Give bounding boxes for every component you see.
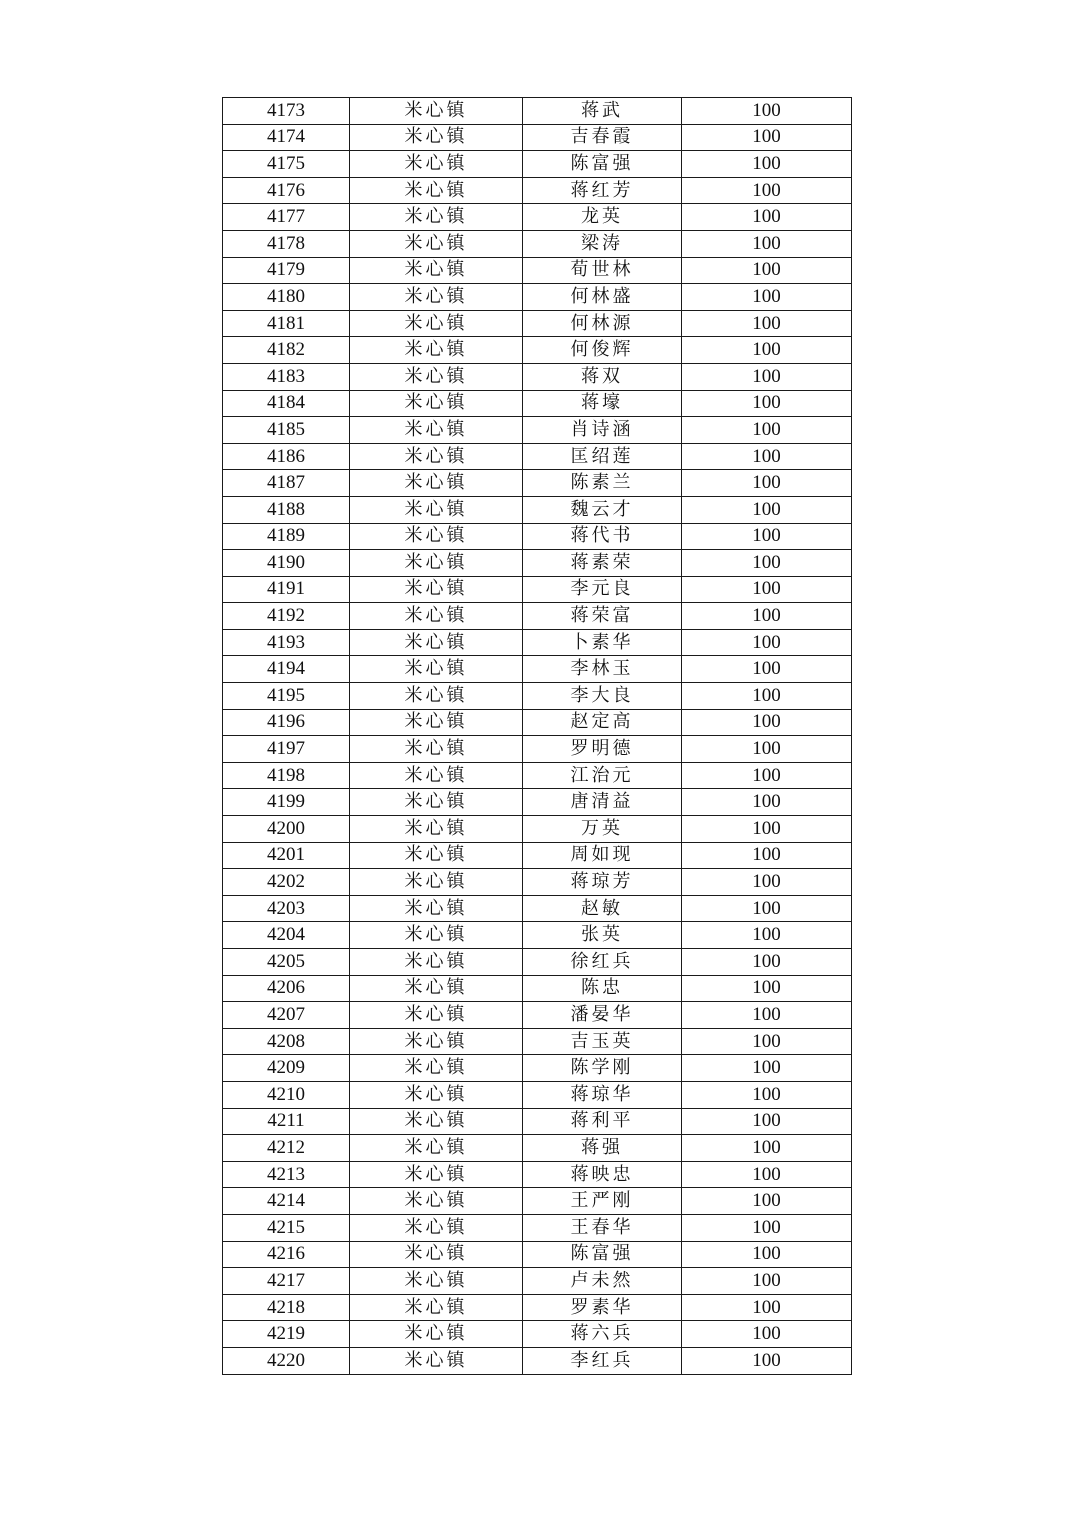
table-row bbox=[223, 1268, 852, 1295]
person-name-cell: 张英 bbox=[523, 922, 682, 949]
amount-cell: 100 bbox=[682, 1135, 852, 1162]
person-name-cell: 王春华 bbox=[523, 1214, 682, 1241]
amount-cell: 100 bbox=[682, 443, 852, 470]
table-row bbox=[223, 975, 852, 1002]
table-row bbox=[223, 363, 852, 390]
town-cell: 米心镇 bbox=[350, 762, 523, 789]
town-cell: 米心镇 bbox=[350, 443, 523, 470]
amount-cell: 100 bbox=[682, 683, 852, 710]
town-cell: 米心镇 bbox=[350, 390, 523, 417]
amount-cell: 100 bbox=[682, 895, 852, 922]
table-row bbox=[223, 1081, 852, 1108]
serial-number-cell: 4174 bbox=[223, 124, 350, 151]
serial-number-cell: 4196 bbox=[223, 709, 350, 736]
serial-number-cell: 4187 bbox=[223, 470, 350, 497]
town-cell: 米心镇 bbox=[350, 816, 523, 843]
person-name-cell: 蒋素荣 bbox=[523, 550, 682, 577]
serial-number-cell: 4207 bbox=[223, 1002, 350, 1029]
person-name-cell: 陈忠 bbox=[523, 975, 682, 1002]
town-cell: 米心镇 bbox=[350, 1135, 523, 1162]
town-cell: 米心镇 bbox=[350, 869, 523, 896]
serial-number-cell: 4220 bbox=[223, 1347, 350, 1374]
amount-cell: 100 bbox=[682, 1081, 852, 1108]
serial-number-cell: 4188 bbox=[223, 496, 350, 523]
serial-number-cell: 4190 bbox=[223, 550, 350, 577]
table-row bbox=[223, 443, 852, 470]
amount-cell: 100 bbox=[682, 417, 852, 444]
town-cell: 米心镇 bbox=[350, 550, 523, 577]
table-row bbox=[223, 762, 852, 789]
person-name-cell: 王严刚 bbox=[523, 1188, 682, 1215]
subsidy-roster-table bbox=[222, 97, 852, 1375]
serial-number-cell: 4199 bbox=[223, 789, 350, 816]
town-cell: 米心镇 bbox=[350, 1214, 523, 1241]
town-cell: 米心镇 bbox=[350, 124, 523, 151]
serial-number-cell: 4210 bbox=[223, 1081, 350, 1108]
table-row bbox=[223, 1028, 852, 1055]
person-name-cell: 蒋琼华 bbox=[523, 1081, 682, 1108]
serial-number-cell: 4197 bbox=[223, 736, 350, 763]
amount-cell: 100 bbox=[682, 550, 852, 577]
serial-number-cell: 4195 bbox=[223, 683, 350, 710]
table-row bbox=[223, 337, 852, 364]
town-cell: 米心镇 bbox=[350, 1268, 523, 1295]
town-cell: 米心镇 bbox=[350, 363, 523, 390]
town-cell: 米心镇 bbox=[350, 496, 523, 523]
amount-cell: 100 bbox=[682, 1108, 852, 1135]
table-row bbox=[223, 949, 852, 976]
table-row bbox=[223, 470, 852, 497]
serial-number-cell: 4213 bbox=[223, 1161, 350, 1188]
table-row bbox=[223, 1321, 852, 1348]
serial-number-cell: 4216 bbox=[223, 1241, 350, 1268]
serial-number-cell: 4208 bbox=[223, 1028, 350, 1055]
amount-cell: 100 bbox=[682, 230, 852, 257]
person-name-cell: 赵敏 bbox=[523, 895, 682, 922]
amount-cell: 100 bbox=[682, 1028, 852, 1055]
town-cell: 米心镇 bbox=[350, 656, 523, 683]
person-name-cell: 魏云才 bbox=[523, 496, 682, 523]
person-name-cell: 李元良 bbox=[523, 576, 682, 603]
town-cell: 米心镇 bbox=[350, 842, 523, 869]
person-name-cell: 何俊辉 bbox=[523, 337, 682, 364]
table-row bbox=[223, 842, 852, 869]
serial-number-cell: 4198 bbox=[223, 762, 350, 789]
amount-cell: 100 bbox=[682, 1161, 852, 1188]
town-cell: 米心镇 bbox=[350, 1321, 523, 1348]
person-name-cell: 徐红兵 bbox=[523, 949, 682, 976]
town-cell: 米心镇 bbox=[350, 310, 523, 337]
amount-cell: 100 bbox=[682, 1188, 852, 1215]
person-name-cell: 蒋壕 bbox=[523, 390, 682, 417]
serial-number-cell: 4183 bbox=[223, 363, 350, 390]
amount-cell: 100 bbox=[682, 1002, 852, 1029]
serial-number-cell: 4215 bbox=[223, 1214, 350, 1241]
table-row bbox=[223, 709, 852, 736]
table-row bbox=[223, 1055, 852, 1082]
person-name-cell: 蒋荣富 bbox=[523, 603, 682, 630]
serial-number-cell: 4177 bbox=[223, 204, 350, 231]
table-row bbox=[223, 98, 852, 125]
table-row bbox=[223, 417, 852, 444]
town-cell: 米心镇 bbox=[350, 629, 523, 656]
serial-number-cell: 4203 bbox=[223, 895, 350, 922]
serial-number-cell: 4186 bbox=[223, 443, 350, 470]
town-cell: 米心镇 bbox=[350, 417, 523, 444]
amount-cell: 100 bbox=[682, 762, 852, 789]
table-row bbox=[223, 1002, 852, 1029]
town-cell: 米心镇 bbox=[350, 151, 523, 178]
person-name-cell: 陈素兰 bbox=[523, 470, 682, 497]
table-row bbox=[223, 1294, 852, 1321]
amount-cell: 100 bbox=[682, 496, 852, 523]
serial-number-cell: 4214 bbox=[223, 1188, 350, 1215]
serial-number-cell: 4217 bbox=[223, 1268, 350, 1295]
amount-cell: 100 bbox=[682, 390, 852, 417]
person-name-cell: 蒋双 bbox=[523, 363, 682, 390]
town-cell: 米心镇 bbox=[350, 975, 523, 1002]
amount-cell: 100 bbox=[682, 470, 852, 497]
amount-cell: 100 bbox=[682, 204, 852, 231]
town-cell: 米心镇 bbox=[350, 523, 523, 550]
table-row bbox=[223, 284, 852, 311]
person-name-cell: 匡绍莲 bbox=[523, 443, 682, 470]
person-name-cell: 何林源 bbox=[523, 310, 682, 337]
person-name-cell: 梁涛 bbox=[523, 230, 682, 257]
person-name-cell: 卢未然 bbox=[523, 1268, 682, 1295]
town-cell: 米心镇 bbox=[350, 337, 523, 364]
serial-number-cell: 4201 bbox=[223, 842, 350, 869]
person-name-cell: 蒋映忠 bbox=[523, 1161, 682, 1188]
table-row bbox=[223, 390, 852, 417]
table-row bbox=[223, 869, 852, 896]
table-row bbox=[223, 629, 852, 656]
serial-number-cell: 4176 bbox=[223, 177, 350, 204]
table-row bbox=[223, 496, 852, 523]
person-name-cell: 蒋利平 bbox=[523, 1108, 682, 1135]
amount-cell: 100 bbox=[682, 1214, 852, 1241]
amount-cell: 100 bbox=[682, 98, 852, 125]
person-name-cell: 李大良 bbox=[523, 683, 682, 710]
serial-number-cell: 4173 bbox=[223, 98, 350, 125]
town-cell: 米心镇 bbox=[350, 1188, 523, 1215]
town-cell: 米心镇 bbox=[350, 177, 523, 204]
serial-number-cell: 4189 bbox=[223, 523, 350, 550]
table-row bbox=[223, 1135, 852, 1162]
town-cell: 米心镇 bbox=[350, 1161, 523, 1188]
serial-number-cell: 4218 bbox=[223, 1294, 350, 1321]
amount-cell: 100 bbox=[682, 151, 852, 178]
person-name-cell: 罗素华 bbox=[523, 1294, 682, 1321]
table-row bbox=[223, 895, 852, 922]
table-row bbox=[223, 177, 852, 204]
table-row bbox=[223, 603, 852, 630]
table-row bbox=[223, 204, 852, 231]
town-cell: 米心镇 bbox=[350, 603, 523, 630]
table-row bbox=[223, 257, 852, 284]
person-name-cell: 陈富强 bbox=[523, 1241, 682, 1268]
person-name-cell: 江治元 bbox=[523, 762, 682, 789]
serial-number-cell: 4212 bbox=[223, 1135, 350, 1162]
serial-number-cell: 4219 bbox=[223, 1321, 350, 1348]
amount-cell: 100 bbox=[682, 257, 852, 284]
table-row bbox=[223, 1161, 852, 1188]
town-cell: 米心镇 bbox=[350, 1002, 523, 1029]
serial-number-cell: 4178 bbox=[223, 230, 350, 257]
amount-cell: 100 bbox=[682, 1294, 852, 1321]
table-row bbox=[223, 1108, 852, 1135]
serial-number-cell: 4202 bbox=[223, 869, 350, 896]
person-name-cell: 肖诗涵 bbox=[523, 417, 682, 444]
town-cell: 米心镇 bbox=[350, 1028, 523, 1055]
amount-cell: 100 bbox=[682, 869, 852, 896]
person-name-cell: 蒋琼芳 bbox=[523, 869, 682, 896]
town-cell: 米心镇 bbox=[350, 789, 523, 816]
amount-cell: 100 bbox=[682, 1347, 852, 1374]
person-name-cell: 荀世林 bbox=[523, 257, 682, 284]
table-body bbox=[223, 98, 852, 1375]
amount-cell: 100 bbox=[682, 523, 852, 550]
table-row bbox=[223, 736, 852, 763]
amount-cell: 100 bbox=[682, 1268, 852, 1295]
serial-number-cell: 4205 bbox=[223, 949, 350, 976]
table-row bbox=[223, 683, 852, 710]
amount-cell: 100 bbox=[682, 656, 852, 683]
town-cell: 米心镇 bbox=[350, 230, 523, 257]
serial-number-cell: 4179 bbox=[223, 257, 350, 284]
person-name-cell: 卜素华 bbox=[523, 629, 682, 656]
amount-cell: 100 bbox=[682, 709, 852, 736]
table-row bbox=[223, 656, 852, 683]
table-row bbox=[223, 1214, 852, 1241]
person-name-cell: 蒋红芳 bbox=[523, 177, 682, 204]
person-name-cell: 蒋强 bbox=[523, 1135, 682, 1162]
person-name-cell: 陈富强 bbox=[523, 151, 682, 178]
town-cell: 米心镇 bbox=[350, 922, 523, 949]
amount-cell: 100 bbox=[682, 1055, 852, 1082]
town-cell: 米心镇 bbox=[350, 1241, 523, 1268]
town-cell: 米心镇 bbox=[350, 895, 523, 922]
town-cell: 米心镇 bbox=[350, 709, 523, 736]
amount-cell: 100 bbox=[682, 1241, 852, 1268]
table-row bbox=[223, 922, 852, 949]
town-cell: 米心镇 bbox=[350, 576, 523, 603]
table-row bbox=[223, 576, 852, 603]
amount-cell: 100 bbox=[682, 842, 852, 869]
town-cell: 米心镇 bbox=[350, 1055, 523, 1082]
serial-number-cell: 4211 bbox=[223, 1108, 350, 1135]
town-cell: 米心镇 bbox=[350, 683, 523, 710]
serial-number-cell: 4209 bbox=[223, 1055, 350, 1082]
serial-number-cell: 4191 bbox=[223, 576, 350, 603]
amount-cell: 100 bbox=[682, 363, 852, 390]
amount-cell: 100 bbox=[682, 124, 852, 151]
table-row bbox=[223, 816, 852, 843]
table-row bbox=[223, 789, 852, 816]
person-name-cell: 陈学刚 bbox=[523, 1055, 682, 1082]
person-name-cell: 蒋武 bbox=[523, 98, 682, 125]
person-name-cell: 蒋代书 bbox=[523, 523, 682, 550]
serial-number-cell: 4181 bbox=[223, 310, 350, 337]
table-row bbox=[223, 523, 852, 550]
amount-cell: 100 bbox=[682, 284, 852, 311]
amount-cell: 100 bbox=[682, 629, 852, 656]
serial-number-cell: 4192 bbox=[223, 603, 350, 630]
town-cell: 米心镇 bbox=[350, 257, 523, 284]
amount-cell: 100 bbox=[682, 177, 852, 204]
person-name-cell: 罗明德 bbox=[523, 736, 682, 763]
amount-cell: 100 bbox=[682, 576, 852, 603]
person-name-cell: 万英 bbox=[523, 816, 682, 843]
person-name-cell: 潘晏华 bbox=[523, 1002, 682, 1029]
town-cell: 米心镇 bbox=[350, 949, 523, 976]
serial-number-cell: 4185 bbox=[223, 417, 350, 444]
town-cell: 米心镇 bbox=[350, 470, 523, 497]
serial-number-cell: 4175 bbox=[223, 151, 350, 178]
table-row bbox=[223, 124, 852, 151]
person-name-cell: 李红兵 bbox=[523, 1347, 682, 1374]
person-name-cell: 唐清益 bbox=[523, 789, 682, 816]
person-name-cell: 吉春霞 bbox=[523, 124, 682, 151]
table-row bbox=[223, 230, 852, 257]
amount-cell: 100 bbox=[682, 975, 852, 1002]
serial-number-cell: 4193 bbox=[223, 629, 350, 656]
person-name-cell: 龙英 bbox=[523, 204, 682, 231]
town-cell: 米心镇 bbox=[350, 1108, 523, 1135]
town-cell: 米心镇 bbox=[350, 98, 523, 125]
serial-number-cell: 4204 bbox=[223, 922, 350, 949]
person-name-cell: 李林玉 bbox=[523, 656, 682, 683]
amount-cell: 100 bbox=[682, 789, 852, 816]
table-row bbox=[223, 1347, 852, 1374]
town-cell: 米心镇 bbox=[350, 284, 523, 311]
serial-number-cell: 4206 bbox=[223, 975, 350, 1002]
table-row bbox=[223, 550, 852, 577]
town-cell: 米心镇 bbox=[350, 736, 523, 763]
serial-number-cell: 4184 bbox=[223, 390, 350, 417]
table-row bbox=[223, 151, 852, 178]
serial-number-cell: 4200 bbox=[223, 816, 350, 843]
table-row bbox=[223, 1241, 852, 1268]
town-cell: 米心镇 bbox=[350, 204, 523, 231]
table-row bbox=[223, 310, 852, 337]
amount-cell: 100 bbox=[682, 337, 852, 364]
amount-cell: 100 bbox=[682, 603, 852, 630]
person-name-cell: 吉玉英 bbox=[523, 1028, 682, 1055]
town-cell: 米心镇 bbox=[350, 1294, 523, 1321]
serial-number-cell: 4182 bbox=[223, 337, 350, 364]
table-row bbox=[223, 1188, 852, 1215]
person-name-cell: 何林盛 bbox=[523, 284, 682, 311]
amount-cell: 100 bbox=[682, 736, 852, 763]
person-name-cell: 蒋六兵 bbox=[523, 1321, 682, 1348]
amount-cell: 100 bbox=[682, 816, 852, 843]
amount-cell: 100 bbox=[682, 949, 852, 976]
serial-number-cell: 4180 bbox=[223, 284, 350, 311]
town-cell: 米心镇 bbox=[350, 1347, 523, 1374]
amount-cell: 100 bbox=[682, 1321, 852, 1348]
town-cell: 米心镇 bbox=[350, 1081, 523, 1108]
amount-cell: 100 bbox=[682, 310, 852, 337]
person-name-cell: 赵定高 bbox=[523, 709, 682, 736]
amount-cell: 100 bbox=[682, 922, 852, 949]
person-name-cell: 周如现 bbox=[523, 842, 682, 869]
serial-number-cell: 4194 bbox=[223, 656, 350, 683]
